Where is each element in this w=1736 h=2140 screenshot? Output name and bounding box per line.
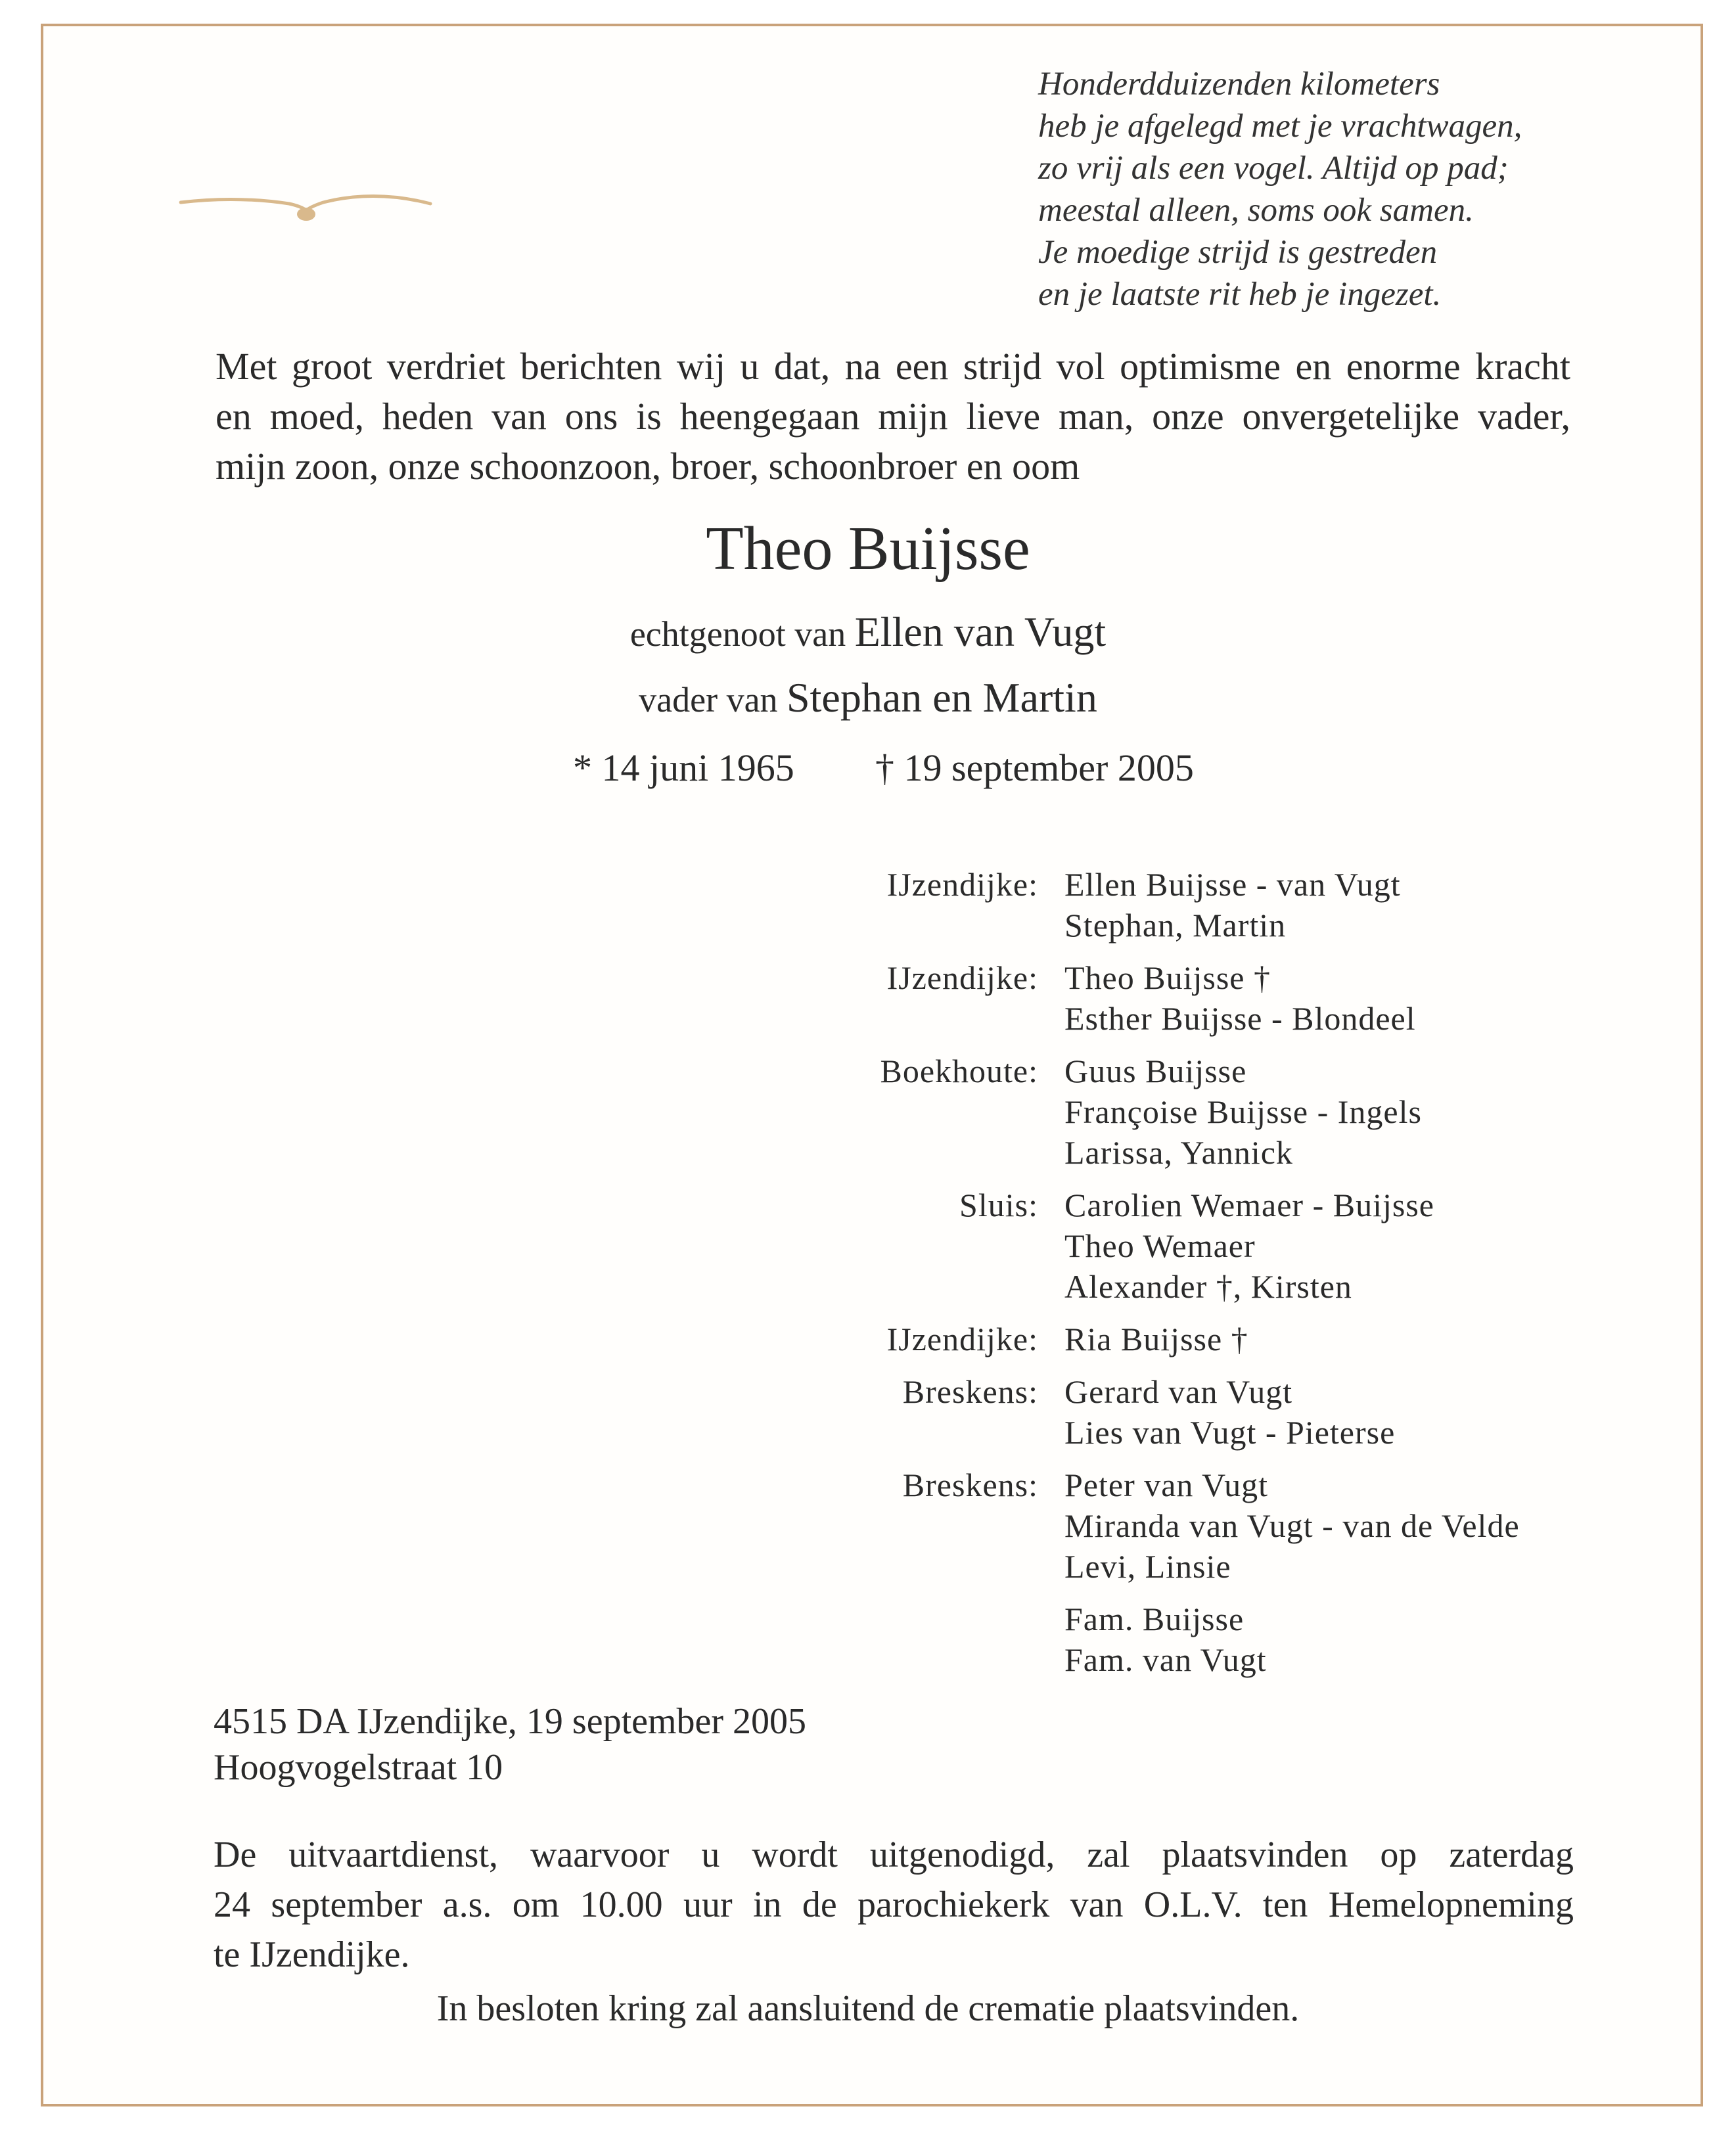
funeral-service-text (214, 1830, 1574, 1980)
family-group (788, 864, 1643, 945)
family-place: Boekhoute: (880, 1053, 1038, 1089)
family-place (788, 1599, 1064, 1680)
service-line: te IJzendijke. (214, 1934, 410, 1975)
address-line: 4515 DA IJzendijke, 19 september 2005 (214, 1701, 807, 1742)
poem-line: en je laatste rit heb je ingezet. (1038, 276, 1442, 313)
poem-line: Je moedige strijd is gestreden (1038, 234, 1438, 271)
family-member: Fam. van Vugt (1064, 1641, 1267, 1678)
family-group (788, 957, 1643, 1039)
family-group (788, 1051, 1643, 1173)
address-line: Hoogvogelstraat 10 (214, 1747, 503, 1788)
family-member: Guus Buijsse (1064, 1053, 1247, 1089)
closing-text: In besloten kring zal aansluitend de crematie plaatsvinden. (436, 1988, 1300, 2029)
service-line: De uitvaartdienst, waarvoor u wordt uitgenodigd, zal plaatsvinden op zaterdag (214, 1834, 1574, 1875)
poem-line: Honderdduizenden kilometers (1038, 66, 1440, 102)
poem (1038, 63, 1630, 315)
announcement-line: en moed, heden van ons is heengegaan mijn lieve man, onze onvergetelijke vader, (216, 395, 1570, 438)
family-place: IJzendijke: (886, 1321, 1038, 1357)
service-line: 24 september a.s. om 10.00 uur in de parochiekerk van O.L.V. ten Hemelopneming (214, 1884, 1574, 1925)
children-relation (0, 673, 1736, 722)
address-block (214, 1698, 806, 1790)
poem-line: meestal alleen, soms ook samen. (1038, 192, 1474, 229)
death-date: † 19 september 2005 (875, 746, 1194, 789)
family-member: Esther Buijsse - Blondeel (1064, 1000, 1416, 1037)
family-place: Breskens: (902, 1467, 1038, 1503)
family-member: Ellen Buijsse - van Vugt (1064, 866, 1401, 903)
family-list (788, 864, 1643, 1692)
deceased-name: Theo Buijsse (706, 514, 1030, 583)
family-member: Gerard van Vugt (1064, 1373, 1293, 1410)
family-place: IJzendijke: (886, 866, 1038, 903)
family-group (788, 1371, 1643, 1453)
family-member: Theo Buijsse † (1064, 959, 1271, 996)
bird-icon (177, 184, 434, 230)
family-place: Breskens: (902, 1373, 1038, 1410)
announcement-text (216, 342, 1570, 491)
family-member: Françoise Buijsse - Ingels (1064, 1093, 1422, 1130)
announcement-line: Met groot verdriet berichten wij u dat, na een strijd vol optimisme en enorme kracht (216, 345, 1570, 388)
family-member: Fam. Buijsse (1064, 1601, 1245, 1637)
family-member: Stephan, Martin (1064, 907, 1287, 944)
poem-line: heb je afgelegd met je vrachtwagen, (1038, 108, 1522, 145)
spouse-relation (0, 608, 1736, 656)
family-member: Carolien Wemaer - Buijsse (1064, 1187, 1434, 1223)
family-member: Ria Buijsse † (1064, 1321, 1248, 1357)
family-group (788, 1319, 1643, 1359)
poem-line: zo vrij als een vogel. Altijd op pad; (1038, 150, 1509, 187)
announcement-line: mijn zoon, onze schoonzoon, broer, schoonbroer en oom (216, 445, 1080, 488)
family-member: Theo Wemaer (1064, 1227, 1256, 1264)
family-member: Peter van Vugt (1064, 1467, 1269, 1503)
birth-date: * 14 juni 1965 (573, 746, 794, 789)
family-member: Miranda van Vugt - van de Velde (1064, 1507, 1520, 1544)
family-member: Lies van Vugt - Pieterse (1064, 1414, 1396, 1451)
spouse-name: Ellen van Vugt (854, 608, 1107, 655)
children-prefix: vader van (639, 680, 778, 719)
family-group (788, 1185, 1643, 1307)
family-member: Alexander †, Kirsten (1064, 1268, 1352, 1305)
children-names: Stephan en Martin (787, 674, 1097, 721)
family-member: Levi, Linsie (1064, 1548, 1231, 1585)
family-place: IJzendijke: (886, 959, 1038, 996)
family-group (788, 1599, 1643, 1680)
family-group (788, 1465, 1643, 1587)
spouse-prefix: echtgenoot van (629, 614, 846, 654)
family-member: Larissa, Yannick (1064, 1134, 1293, 1171)
family-place: Sluis: (959, 1187, 1038, 1223)
